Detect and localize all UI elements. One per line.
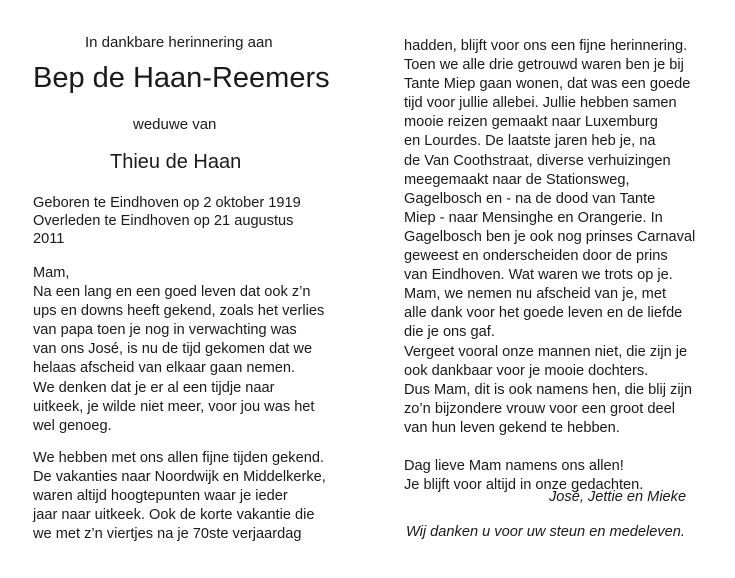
text-line: waren altijd hoogtepunten waar je ieder (33, 488, 288, 505)
text-line: helaas afscheid van elkaar gaan nemen. (33, 360, 296, 377)
text-line: alle dank voor het goede leven en de liefde (404, 305, 683, 322)
left-paragraph-1 (33, 264, 324, 436)
text-line (404, 438, 695, 457)
text-line: Na een lang en een goed leven dat ook z’n (33, 284, 311, 301)
text-line: Tante Miep gaan wonen, dat was een goede (404, 76, 691, 93)
text-line: Toen we alle drie getrouwd waren ben je bij (404, 57, 684, 74)
thanks-line: Wij danken u voor uw steun en medeleven. (406, 524, 685, 540)
text-line: Mam, (33, 265, 70, 281)
text-line: ups en downs heeft gekend, zoals het verlies (33, 303, 325, 320)
text-line: de Van Coothstraat, diverse verhuizingen (404, 152, 671, 169)
text-line: mooie reizen gemaakt naar Luxemburg (404, 114, 658, 131)
intro-text: In dankbare herinnering aan (85, 34, 273, 51)
text-line: We denken dat je er al een tijdje naar (33, 379, 275, 396)
deceased-name: Bep de Haan-Reemers (33, 62, 330, 94)
text-line: en Lourdes. De laatste jaren heb je, na (404, 133, 656, 150)
text-line: tijd voor jullie allebei. Jullie hebben samen (404, 95, 677, 112)
birth-line: Geboren te Eindhoven op 2 oktober 1919 (33, 195, 301, 211)
text-line: We hebben met ons allen fijne tijden gekend. (33, 450, 324, 466)
text-line: Je blijft voor altijd in onze gedachten. (404, 477, 644, 494)
text-line: Miep - naar Mensinghe en Orangerie. In (404, 209, 663, 226)
text-line: Vergeet vooral onze mannen niet, die zijn je (404, 343, 688, 360)
text-line: meegemaakt naar de Stationsweg, (404, 171, 630, 188)
widow-of-label: weduwe van (133, 116, 217, 133)
right-paragraph (404, 37, 695, 495)
text-line: Gagelbosch en - na de dood van Tante (404, 190, 656, 207)
text-line: van papa toen je nog in verwachting was (33, 322, 297, 339)
text-line: geweest en onderscheiden door de prins (404, 248, 668, 265)
husband-name: Thieu de Haan (110, 151, 242, 173)
death-line: Overleden te Eindhoven op 21 augustus 2011 (33, 213, 294, 247)
signature: José, Jettie en Mieke (549, 489, 687, 505)
text-line: van ons José, is nu de tijd gekomen dat we (33, 341, 313, 358)
text-line: jaar naar uitkeek. Ook de korte vakantie die (33, 507, 315, 524)
text-line: van hun leven gekend te hebben. (404, 419, 620, 436)
text-line: van Eindhoven. Wat waren we trots op je. (404, 267, 673, 284)
text-line: Gagelbosch ben je ook nog prinses Carnaval (404, 228, 696, 245)
text-line: uitkeek, je wilde niet meer, voor jou was het (33, 398, 315, 415)
left-paragraph-2 (33, 449, 326, 544)
text-line: De vakanties naar Noordwijk en Middelkerke, (33, 469, 326, 486)
text-line: wel genoeg. (33, 417, 112, 434)
text-line: zo’n bijzondere vrouw voor een groot deel (404, 400, 675, 417)
text-line: ook dankbaar voor je mooie dochters. (404, 362, 649, 379)
text-line: hadden, blijft voor ons een fijne herinnering. (404, 38, 688, 54)
text-line: we met z’n viertjes na je 70ste verjaardag (33, 526, 302, 543)
text-line: Mam, we nemen nu afscheid van je, met (404, 286, 667, 303)
text-line: Dus Mam, dit is ook namens hen, die blij zijn (404, 381, 692, 398)
text-line: die je ons gaf. (404, 324, 495, 341)
text-line: Dag lieve Mam namens ons allen! (404, 458, 624, 475)
life-dates (33, 194, 323, 248)
